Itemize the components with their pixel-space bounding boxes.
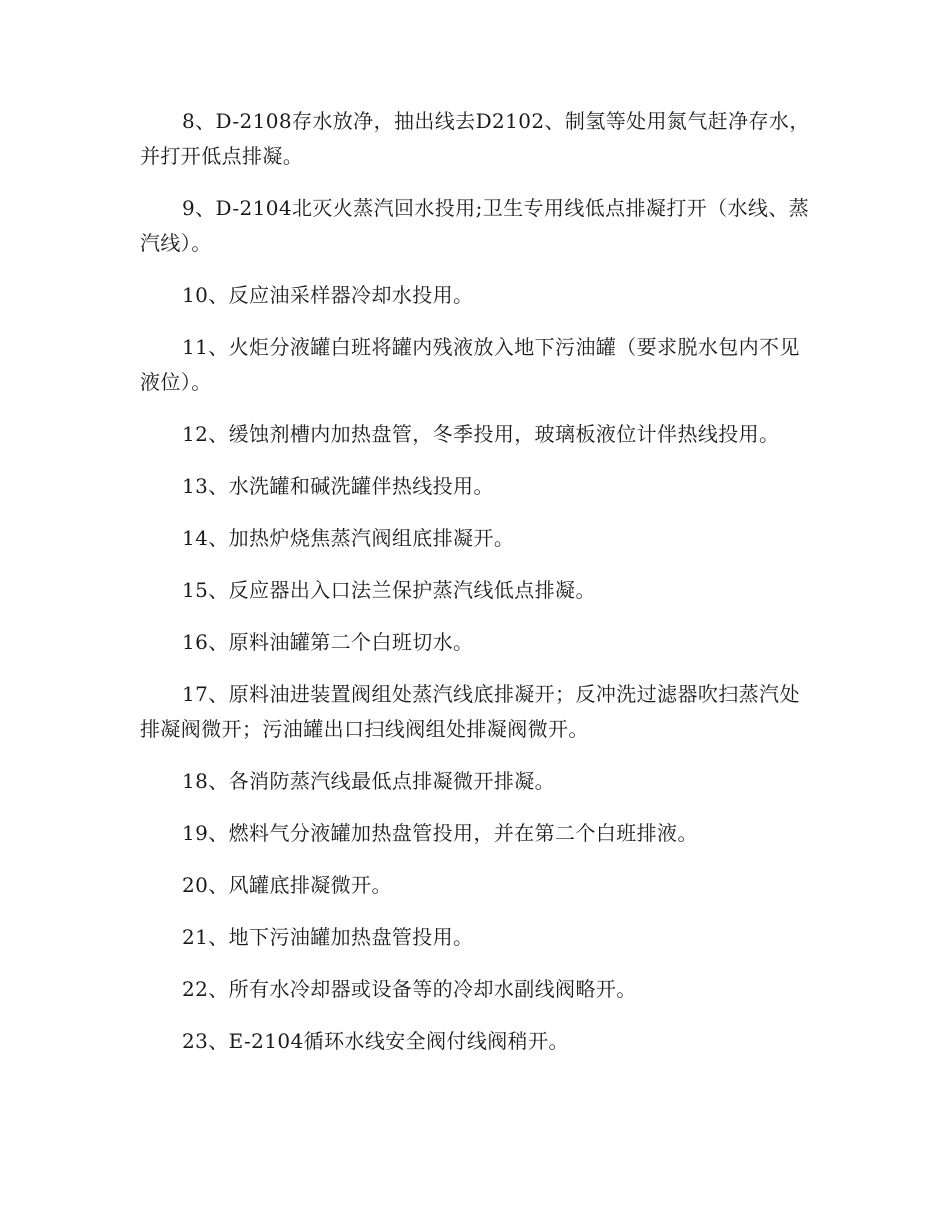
paragraph-item-12: 12、缓蚀剂槽内加热盘管，冬季投用，玻璃板液位计伴热线投用。 <box>182 422 780 446</box>
paragraph-item-19: 19、燃料气分液罐加热盘管投用，并在第二个白班排液。 <box>182 821 698 845</box>
paragraph-item-17: 17、原料油进装置阀组处蒸汽线底排凝开；反冲洗过滤器吹扫蒸汽处排凝阀微开；污油罐出口扫线阀组处排凝阀微开。 <box>140 682 800 741</box>
paragraph-item-16: 16、原料油罐第二个白班切水。 <box>182 630 474 654</box>
paragraph-item-21: 21、地下污油罐加热盘管投用。 <box>182 925 474 949</box>
paragraph-item-18: 18、各消防蒸汽线最低点排凝微开排凝。 <box>182 769 556 793</box>
paragraph-item-10: 10、反应油采样器冷却水投用。 <box>182 283 474 307</box>
paragraph-item-22: 22、所有水冷却器或设备等的冷却水副线阀略开。 <box>182 977 637 1001</box>
paragraph-item-11: 11、火炬分液罐白班将罐内残液放入地下污油罐（要求脱水包内不见液位）。 <box>140 335 800 394</box>
paragraph-item-23: 23、E-2104循环水线安全阀付线阀稍开。 <box>182 1029 569 1053</box>
paragraph-item-13: 13、水洗罐和碱洗罐伴热线投用。 <box>182 474 494 498</box>
paragraph-item-9: 9、D-2104北灭火蒸汽回水投用;卫生专用线低点排凝打开（水线、蒸汽线）。 <box>140 196 810 255</box>
paragraph-item-14: 14、加热炉烧焦蒸汽阀组底排凝开。 <box>182 526 515 550</box>
paragraph-item-20: 20、风罐底排凝微开。 <box>182 873 392 897</box>
document-body <box>140 104 810 1076</box>
paragraph-item-15: 15、反应器出入口法兰保护蒸汽线低点排凝。 <box>182 578 596 602</box>
paragraph-item-8: 8、D-2108存水放净，抽出线去D2102、制氢等处用氮气赶净存水，并打开低点排凝。 <box>140 109 810 168</box>
